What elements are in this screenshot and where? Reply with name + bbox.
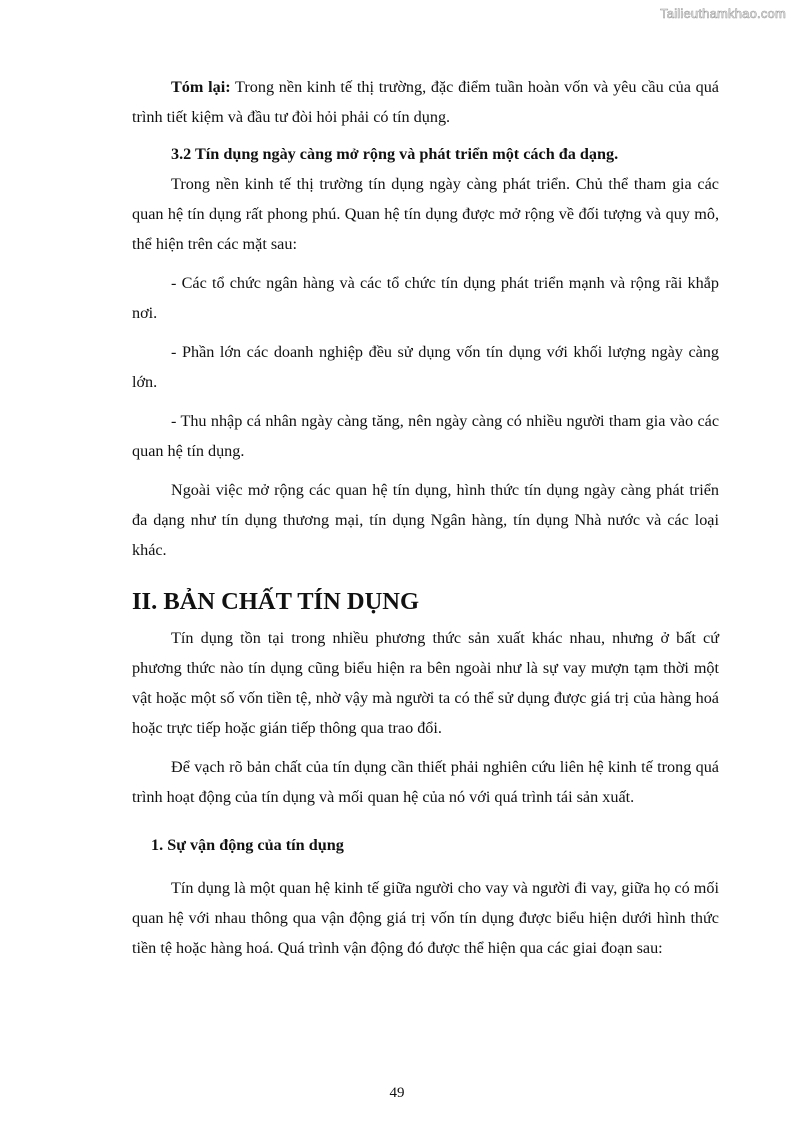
summary-paragraph [132, 72, 719, 132]
section-3-2-closing: Ngoài việc mở rộng các quan hệ tín dụng, hình thức tín dụng ngày càng phát triển đa dạng như tín dụng thương mại, tín dụng Ngân hàng, tín dụng Nhà nước và các loại khác. [132, 481, 719, 559]
document-page [132, 72, 719, 963]
chapter-heading: II. BẢN CHẤT TÍN DỤNG [132, 588, 420, 615]
bullet-item: - Thu nhập cá nhân ngày càng tăng, nên ngày càng có nhiều người tham gia vào các quan hệ tín dụng. [132, 412, 719, 460]
chapter-paragraph-1: Tín dụng tồn tại trong nhiều phương thức sản xuất khác nhau, nhưng ở bất cứ phương thức nào tín dụng cũng biểu hiện ra bên ngoài như là sự vay mượn tạm thời một vật hoặc một số vốn tiền tệ, nhờ vậy mà người ta có thể sử dụng được giá trị của hàng hoá hoặc trực tiếp hoặc gián tiếp thông qua trao đổi. [132, 629, 719, 737]
section-1-heading: 1. Sự vận động của tín dụng [151, 836, 344, 854]
section-1-paragraph: Tín dụng là một quan hệ kinh tế giữa người cho vay và người đi vay, giữa họ có mối quan hệ với nhau thông qua vận động giá trị vốn tín dụng được biểu hiện dưới hình thức tiền tệ hoặc hàng hoá. Quá trình vận động đó được thể hiện qua các giai đoạn sau: [132, 879, 719, 958]
bullet-item: - Phần lớn các doanh nghiệp đều sử dụng vốn tín dụng với khối lượng ngày càng lớn. [132, 343, 719, 391]
chapter-paragraph-2: Để vạch rõ bản chất của tín dụng cần thiết phải nghiên cứu liên hệ kinh tế trong quá trình hoạt động của tín dụng và mối quan hệ của nó với quá trình tái sản xuất. [132, 758, 719, 806]
section-3-2-heading: 3.2 Tín dụng ngày càng mở rộng và phát triển một cách đa dạng. [171, 145, 619, 163]
summary-label: Tóm lại: [171, 78, 231, 96]
watermark: Tailieuthamkhao.com [660, 6, 786, 21]
summary-text: Trong nền kinh tế thị trường, đặc điểm tuần hoàn vốn và yêu cầu của quá trình tiết kiệm và đầu tư đòi hỏi phải có tín dụng. [132, 78, 719, 126]
bullet-item: - Các tổ chức ngân hàng và các tổ chức tín dụng phát triển mạnh và rộng rãi khắp nơi. [132, 274, 719, 322]
section-3-2-intro: Trong nền kinh tế thị trường tín dụng ngày càng phát triển. Chủ thể tham gia các quan hệ tín dụng rất phong phú. Quan hệ tín dụng được mở rộng về đối tượng và quy mô, thể hiện trên các mặt sau: [132, 175, 719, 253]
page-number: 49 [389, 1085, 405, 1101]
